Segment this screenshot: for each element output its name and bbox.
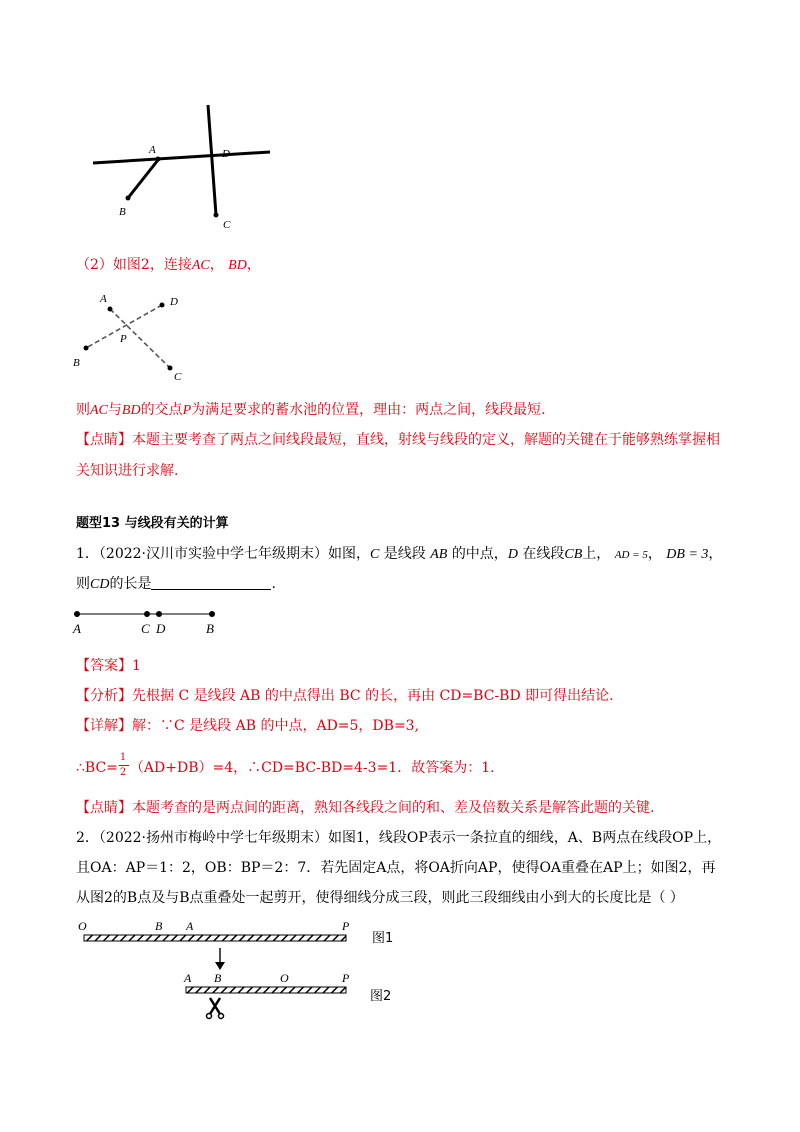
q1-analysis: 【分析】先根据 C 是线段 AB 的中点得出 BC 的长，再由 CD=BC-BD 即可得出结论. (76, 688, 614, 704)
string-op-fig1 (84, 935, 346, 941)
point-c (168, 366, 173, 371)
q1-detail: 【详解】解：∵C 是线段 AB 的中点，AD=5，DB=3, (76, 718, 420, 734)
part2-text: （2）如图2，连接AC， BD， (76, 257, 261, 273)
label-b: B (155, 919, 163, 933)
point-b (84, 346, 89, 351)
line-through-a-d (93, 152, 270, 163)
scissors-icon (207, 998, 224, 1019)
caption-fig1: 图1 (372, 931, 394, 946)
label-o: O (78, 919, 87, 933)
label-a: A (186, 919, 194, 933)
label-c: C (223, 219, 231, 231)
point-c (144, 611, 150, 617)
answer-blank[interactable] (151, 575, 271, 590)
label-p: P (342, 971, 350, 985)
label-d: D (170, 296, 178, 308)
label-d: D (156, 621, 166, 636)
label-o: O (280, 971, 289, 985)
figure-segment-acdb (70, 606, 230, 638)
figure-string-folding (70, 914, 410, 1024)
figure-lines-abcd (85, 100, 285, 235)
ray-a-b (128, 160, 158, 198)
point-b (209, 611, 215, 617)
fraction-one-half: $\frac{1}{2}$ (118, 752, 130, 782)
label-b: B (206, 621, 214, 636)
question-2-line-2: 且OA：AP＝1：2，OB：BP＝2：7．若先固定A点，将OA折向AP，使得OA重叠在AP上；如图2，再 (76, 860, 716, 876)
conclusion-text: 则AC与BD的交点P为满足要求的蓄水池的位置，理由：两点之间，线段最短. (76, 402, 546, 418)
point-d (156, 611, 162, 617)
question-2-line-1: 2．（2022·扬州市梅岭中学七年级期末）如图1，线段OP表示一条拉直的细线，A、B两点在线段OP上， (76, 830, 722, 846)
point-a (108, 307, 113, 312)
q1-answer: 【答案】1 (76, 658, 141, 674)
caption-fig2: 图2 (370, 989, 392, 1004)
label-a: A (100, 293, 107, 305)
line-through-d-c (208, 105, 216, 215)
label-a: A (184, 971, 192, 985)
section-title: 题型13 与线段有关的计算 (76, 516, 229, 531)
label-d: D (222, 148, 230, 160)
label-b: B (73, 357, 80, 369)
point-a (74, 611, 80, 617)
arrow-head-icon (215, 962, 225, 970)
comment-1-line-2: 关知识进行求解. (76, 463, 179, 479)
figure-crossing-ac-bd (70, 288, 200, 388)
q1-calculation: ∴BC= $\frac{1}{2}$ （AD+DB）=4，∴CD=BC-BD=4-3=1．故答案为：1. (76, 752, 495, 782)
label-p: P (120, 333, 127, 345)
question-1-line-1: 1．（2022·汉川市实验中学七年级期末）如图，C 是线段 AB 的中点，D 在线段CB上， AD = 5， DB = 3， (76, 546, 723, 562)
label-p: P (342, 919, 350, 933)
label-b: B (214, 971, 222, 985)
label-c: C (174, 371, 182, 383)
question-1-line-2: 则CD的长是 . (76, 576, 276, 592)
label-a: A (149, 144, 156, 156)
point-d (160, 303, 165, 308)
q1-comment: 【点睛】本题考查的是两点间的距离，熟知各线段之间的和、差及倍数关系是解答此题的关键. (76, 800, 655, 816)
question-2-line-3: 从图2的B点及与B点重叠处一起剪开，使得细线分成三段，则此三段细线由小到大的长度比是（ ） (76, 890, 684, 906)
point-c (214, 213, 219, 218)
label-a: A (73, 621, 81, 636)
point-a (156, 157, 161, 162)
label-c: C (141, 621, 150, 636)
comment-1-line-1: 【点睛】本题主要考查了两点之间线段最短，直线，射线与线段的定义，解题的关键在于能够熟练掌握相 (76, 432, 720, 448)
label-b: B (119, 206, 126, 218)
point-b (126, 196, 131, 201)
string-folded-fig2 (186, 987, 346, 993)
